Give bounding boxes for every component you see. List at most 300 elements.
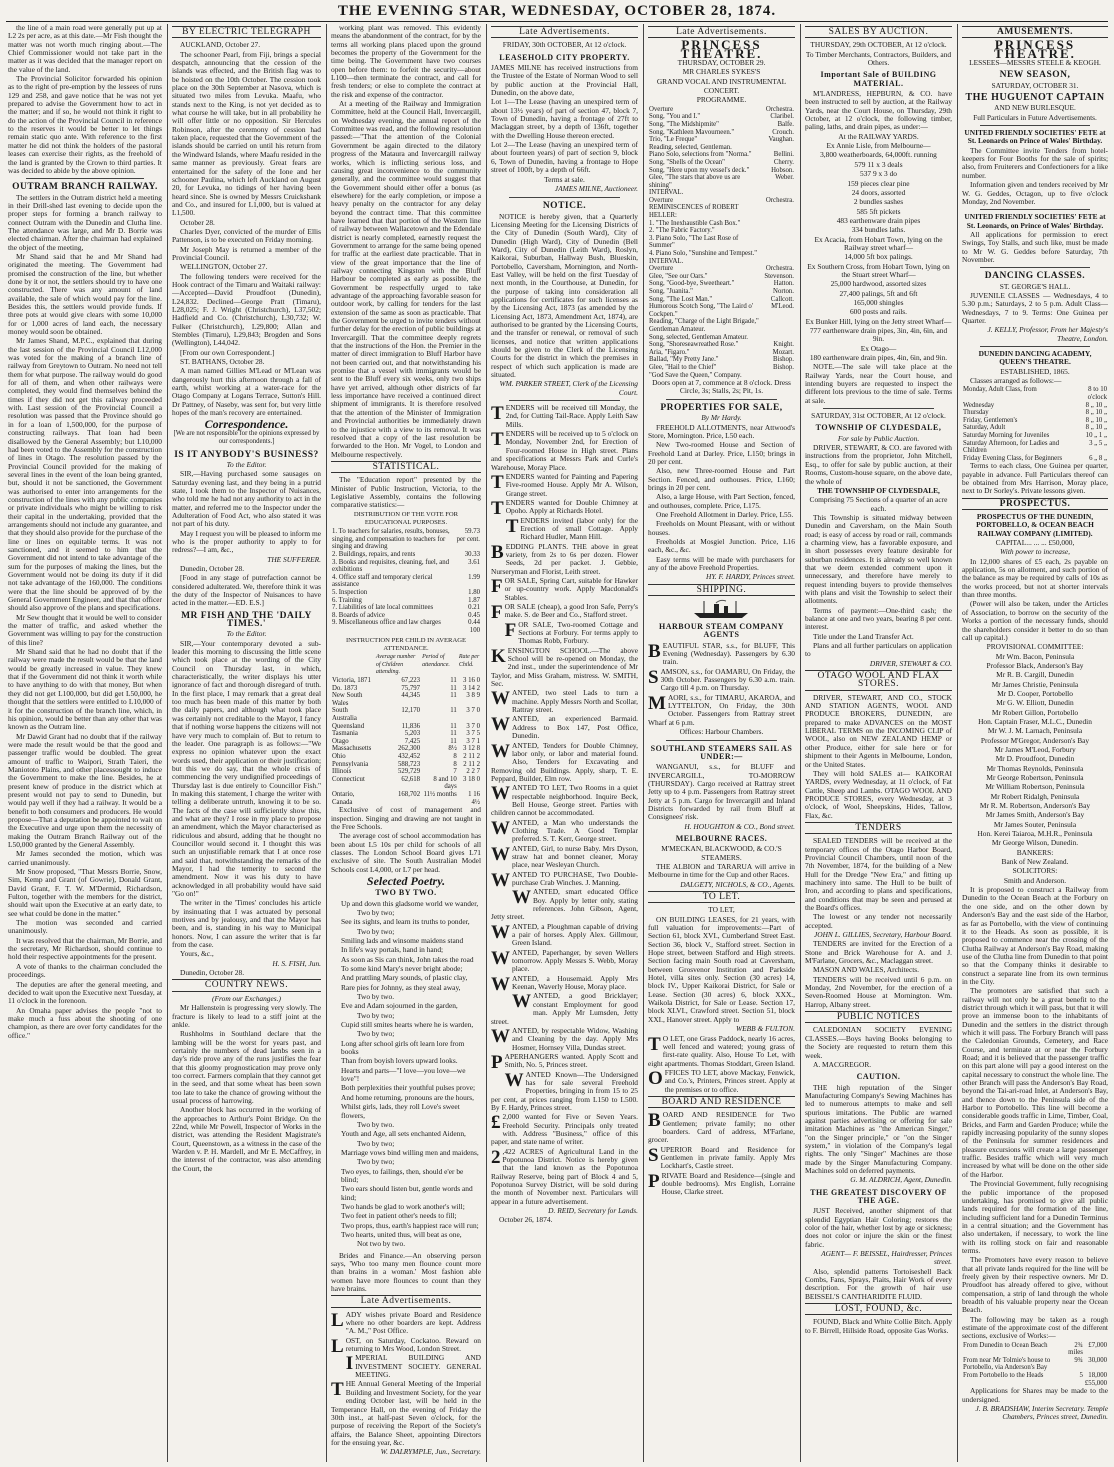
programme-row — [648, 235, 795, 250]
table-cell: 2. Buildings, repairs, and rents — [332, 551, 416, 559]
late-ads — [331, 1311, 481, 1448]
table-cell: 4. Piano Solo, "Sunshine and Tempest." — [649, 250, 758, 258]
section-subheading: (From our Exchanges.) — [212, 993, 281, 1003]
table-cell: 1.87 — [468, 596, 480, 604]
table-cell: Bishop. — [773, 356, 794, 364]
table-cell: South Australia — [332, 707, 357, 723]
table-cell: 11 — [450, 730, 457, 738]
programme-row — [648, 121, 795, 129]
committee-member: Mr Robert Ridalgh, Peninsula — [990, 791, 1080, 801]
ad-text: EAUTIFUL STAR, s.s., for BLUFF, This Evening (Wednesday). Passengers by 6.30 train. — [662, 640, 795, 667]
table-cell: Song, "Shells of the Ocean" — [649, 158, 725, 166]
section-heading: Late Advertisements. — [491, 26, 638, 38]
poem-line: And prattling Mary sounds, of plastic clay, — [341, 973, 468, 983]
programme-row — [648, 364, 795, 372]
drop-cap: T — [491, 471, 504, 493]
ad-signature: JOHN L. GILLIES, Secretary, Harbour Board. — [813, 930, 952, 940]
ad-text: ANTED, by respectable Widow, Washing and Cleaning by the day. Apply Mrs Hosmer, Hornsey Villa, Dundas street. — [512, 1025, 638, 1052]
table-cell: 4. Office staff and temporary clerical assistance — [332, 573, 433, 589]
property-list — [648, 424, 795, 573]
play-title: THE HUGUENOT CAPTAIN — [965, 92, 1105, 104]
editorial-note: [Food in any stage of putrefaction cannot be considered adulterated. We, therefore think it was the duty of the Inspector of Nuisances to have acted in the matter.—ED. E.S.] — [172, 573, 321, 608]
ad-body: All applications for permission to erect Swings, Toy Stalls, and such like, must be made to Mr W. G. Geddes before Saturday, 7th November. — [962, 229, 1108, 264]
table-cell: Friday, Gentlemen's — [963, 416, 1018, 424]
drop-cap: W — [512, 991, 531, 1013]
classified-ad — [331, 1380, 481, 1447]
drop-cap: K — [491, 645, 506, 667]
table-header: Period of attendance. — [422, 654, 450, 668]
ad-text: ENDERS invited (labor only) for the Erection of small Cottage. Apply Richard Hudler, Mann Hill. — [520, 515, 638, 542]
drop-cap: B — [648, 1110, 661, 1132]
table-cell: INTERVAL. — [649, 189, 684, 197]
ad-title: UNITED FRIENDLY SOCIETIES' FETE at St. Leonards on Prince of Wales' Birthday. — [964, 128, 1106, 146]
poem-line: Two hands be glad to work another's will; — [341, 1201, 465, 1211]
table-cell: 8 „ 10 „ — [1085, 424, 1107, 432]
drop-cap: F — [504, 619, 517, 641]
drop-cap: B — [491, 541, 504, 563]
ad-text: FFICES TO LET, above Mackay, Fenwick, and Co.'s, Printers, Princes street. Apply at the premises or to office. — [664, 1067, 795, 1094]
sale-item: 165,000 shingles — [853, 297, 904, 307]
committee-member: Mr Thomas Reynolds, Peninsula — [986, 763, 1084, 773]
committee-member: Mr James Souter, Peninsula — [993, 819, 1077, 829]
schedule-row — [962, 440, 1108, 455]
sale-item: Ex Annie Lisle, from Melbourne— — [826, 141, 931, 151]
table-cell: Humorous Scotch Song, "The Laird o' Cockpen." — [649, 303, 754, 318]
table-cell: Reading, "Charge of the Light Brigade," Gentleman Amateur. — [649, 318, 759, 333]
ad-text: ANTED, two steel Lads to turn a machine. Apply Messrs North and Scollar, Rattray street. — [512, 688, 638, 715]
classified-ad — [491, 888, 638, 921]
masthead: THE EVENING STAR, WEDNESDAY, OCTOBER 28, 1874. — [337, 3, 777, 19]
concert-subtitle-line: MR CHARLES SYKES'S — [682, 67, 761, 77]
ad-text: OST, on Saturday, Cockatoo. Reward on returning to Mrs Wood, London Street. — [345, 1335, 481, 1354]
prospectus-power: With power to increase, — [1000, 547, 1070, 557]
ad-text: ANTED, Girl, to nurse Baby. Mrs Dyson, straw hat and bonnet cleaner, Moray place, near Wesleyan Church. — [512, 843, 638, 870]
ad-body: DRIVER, STEWART, AND CO., STOCK AND STATION AGENTS, WOOL AND PRODUCE BROKERS, DUNEDIN, are prepared to make ADVANCES on the MOST LIBERAL TERMS on the INCOMING CLIP of WOOL, also on NEW ZEALAND HEMP or other Produce, either for sale here or for shipment to their Agents in Melbourne, London, or the United States. — [805, 692, 952, 769]
article-paragraph: The motion was seconded and carried unanimously. — [8, 918, 162, 936]
ad-signature: DRIVER, STEWART & CO. — [869, 658, 952, 668]
table-cell: Bishop. — [773, 363, 794, 371]
ad-text: OR SALE, Two-roomed Cottage and Sections at Forbury. For terms apply to Thomas Robb, Forbury. — [518, 619, 638, 646]
ad-text: ENDERS will be received till Monday, the 2nd, for Cutting Tail-Race. Apply Leith Saw Mills. — [505, 403, 638, 429]
committee-member: Mr W. J. M. Larnach, Peninsula — [987, 726, 1083, 736]
article-paragraph: It was resolved that the chairman, Mr Borrie, and the secretary, Mr Richardson, should continue to hold their respective appointments for the present. — [8, 935, 162, 962]
table-cell: 529,729 — [398, 768, 421, 776]
column-7 — [962, 24, 1108, 1462]
table-title: DISTRIBUTION OF THE VOTE FOR EDUCATIONAL PURPOSES. — [353, 510, 459, 526]
sale-paragraph: Title under the Land Transfer Act. — [813, 631, 914, 641]
ad-text: ANTED TO PURCHASE, Two Double-purchase Crab Winches. J. Manning. — [512, 869, 638, 887]
steamship-icon — [690, 599, 754, 619]
committee-member: Mr R. M. Robertson, Anderson's Bay — [979, 801, 1091, 811]
classified-ad — [491, 973, 638, 995]
table-cell — [763, 235, 795, 250]
table-cell — [331, 627, 455, 635]
sale-paragraph: Plans and all further particulars on application to — [805, 641, 952, 659]
auction-lot: Lot 2—The Lease (having an unexpired term of about fourteen years) of part of section 9, block 6, Town of Dunedin, having a frontage to Hope street of 100ft, by a depth of 66ft. — [491, 140, 638, 175]
classified-ad — [491, 1113, 638, 1146]
table-cell: 2. "The Fabric Factory." — [649, 227, 715, 235]
table-cell: Piano Solo, selections from "Norma." — [649, 151, 752, 159]
sale-item: Ex Bunker Hill, lying on the Jetty street Wharf— — [805, 316, 952, 326]
drop-cap: L — [331, 1309, 344, 1331]
article-paragraph: A vote of thanks to the chairman concluded the proceedings. — [8, 961, 162, 980]
table-cell: Friday Evening Class, for Beginners — [963, 454, 1063, 462]
column-1 — [8, 24, 162, 1462]
ad-text: OARD AND RESIDENCE for Two Gentlemen; private family; no other boarders. Card of address, M'Farlane, grocer. — [648, 1110, 795, 1145]
table-cell: Ohio — [332, 753, 346, 760]
table-cell: 5. Inspection — [332, 589, 368, 597]
table-cell: Song, "Kathleen Mavourneen." — [649, 128, 735, 136]
divider — [26, 178, 144, 179]
prospectus-body — [962, 886, 1108, 1341]
sale-item: 483 earthenware drain pipes — [836, 215, 921, 225]
table-header: Average number of Children attending. — [375, 654, 416, 676]
table-cell: Hatton. — [773, 280, 794, 288]
ad-signature: W. DALRYMPLE, Jun., Secretary. — [380, 1447, 481, 1457]
table-cell: Claribel. — [770, 113, 794, 121]
drop-cap: L — [331, 1335, 344, 1357]
programme-row — [648, 220, 795, 228]
classified-ad — [491, 742, 638, 784]
table-cell: Song, "The Lost Man." — [649, 295, 713, 303]
shipping-office: Offices: Harbour Chambers. — [679, 727, 764, 737]
drop-cap: M — [648, 692, 666, 714]
drop-cap: W — [491, 1025, 510, 1047]
committee-member: Mr George Robertson, Peninsula — [986, 773, 1084, 782]
table-row — [331, 627, 481, 635]
column-3 — [331, 24, 481, 1462]
drop-cap: W — [491, 973, 510, 995]
column-5 — [648, 24, 795, 1462]
table-cell: 3 12 8 — [463, 745, 480, 753]
poem-line: As soon as Sis can think, John takes the road — [341, 954, 474, 964]
property-item: Easy terms will be made with purchasers for any of the above Freehold Properties. — [648, 554, 795, 572]
letter-paragraph: May I request you will be pleased to inform me who is the proper authority to apply to for redress?—I am, &c., — [172, 528, 321, 555]
telegraph-item: [From our own Correspondent.] — [180, 347, 275, 357]
lot-list — [491, 98, 638, 174]
table-cell: 5,203 — [404, 730, 421, 738]
table-cell: 168,702 — [398, 790, 421, 798]
classified-ad — [648, 1172, 795, 1197]
classified-ad — [648, 1111, 795, 1144]
divider — [666, 740, 777, 741]
letter-paragraph: SIR,—Your contemporary devoted a sub-leader this morning to discussing the little scene which took place at the wording of the City Council on Thursday last, in which, characteristically, the writer displays his utter ignorance of fact and thorough disregard of truth. In the first place, I may remark that a great deal too much has been made of this matter by both the daily papers, and although what took place was certainly not creditable to the Mayor, I fancy that if nothing worse happens the citizens will not have very much to complain of. But to return to the leader. One paragraph is as follows:—"We express no opinion whatever upon the exact words used, their application or their justification; but this we do say, that the whole crisis of commencing the very undignified proceedings of Thursday last is due entirely to Councillor Fish." In making this statement, I charge the writer with telling a deliberate untruth, knowing it to be so. The facts of the case will sufficiently show this, and what are they? I rose in my place to propose an amendment, which the Mayor characterised as ridiculous and absurd, adding that he thought no Councillor would second it. I thought this was such an unjustifiable remark that I at once rose and said that, notwithstanding the remarks of the Mayor, I had the temerity to second the amendment. Now it was his duty to have acknowledged in all probability would have said "Go on!" — [172, 638, 321, 899]
programme-row — [648, 174, 795, 189]
table-cell — [763, 144, 795, 152]
poem-line: Two by two; — [357, 1029, 395, 1039]
table-cell: 30,000 — [1088, 1356, 1107, 1364]
poem-line: In life's way portals, hand in hand; — [341, 945, 444, 955]
classified-ad — [331, 1335, 481, 1357]
drop-cap: T — [505, 515, 519, 537]
prospectus-paragraph: The following may be taken as a rough estimate of the approximate cost of the different sections, exclusive of Works:— — [962, 1314, 1108, 1341]
sale-item: Ex Southern Cross, from Hobart Town, lying on the Stuart street Wharf— — [807, 261, 950, 279]
poem-title: TWO BY TWO. — [375, 888, 437, 898]
classified-ad — [491, 869, 638, 891]
ad-text: ANTED, an experienced Barmaid. Address to Box 147, Post Office, Dunedin. — [512, 714, 638, 741]
solicitors-title: SOLICITORS: — [1012, 866, 1058, 876]
programme-row — [648, 334, 795, 342]
auction-ad — [491, 64, 638, 193]
classified-ad — [491, 473, 638, 498]
news-item: Rushholms in Southland declare that the lambing will be the worst for years past, and certainly the numbers of dead lambs seen in a day's ride prove any of the runs justifies the fear that this gloomy prognostication may prove only too correct. Farmers complain that they cannot get in the seed, and that some wheat has been sown too late to take the chance of growing without the usual process of harrowing. — [172, 1029, 321, 1105]
prospectus-capital: CAPITAL... ... ... £50,000, — [995, 538, 1075, 548]
table-cell: 3. Books and requisites, cleaning, fuel, and exhibitions — [332, 558, 450, 574]
section-heading: THE GREATEST DISCOVERY OF THE AGE. — [810, 1187, 947, 1205]
drop-cap: T — [491, 403, 504, 425]
concert-subtitle-line: GRAND VOCAL AND INSTRUMENTAL — [656, 76, 787, 86]
ad-subtitle: ST. GEORGE'S HALL. — [999, 281, 1071, 291]
table-cell: 8 — [453, 760, 457, 768]
committee-member: Mr D. Cooper, Portobello — [997, 688, 1073, 698]
divider — [980, 346, 1090, 347]
table-row — [331, 551, 481, 559]
ad-text: ENDERS will be received up to 5 o'clock on Monday, November 2nd, for Erection of Four-roomed House in High street. Plans and specifications at Messrs Park and Curle's Warehouse, Moray Place. — [491, 429, 638, 472]
schedule-row — [962, 424, 1108, 432]
table-cell: Thursday — [963, 409, 989, 417]
country-news — [172, 1004, 321, 1173]
committee-member: Mr James Smith, Anderson's Bay — [985, 810, 1085, 820]
column-6 — [805, 24, 952, 1462]
table-row — [331, 619, 481, 627]
property-item: Freeholds at Mosgiel Junction. Price, L16 each, &c., &c. — [648, 536, 795, 555]
table-cell: INTERVAL. — [649, 257, 684, 265]
letter-body — [172, 640, 321, 959]
programme-row — [648, 341, 795, 349]
classified-ad — [491, 647, 638, 689]
classified-ad — [491, 602, 638, 623]
ad-text: AMSON, s.s., for OAMARU, On Friday, the 30th October. Passengers by 6.30 a.m. train. Cargo till 4 p.m. on Thursday. — [660, 666, 795, 693]
table-cell: Balfe. — [777, 120, 794, 128]
sale-item: 3,800 weatherboards, 64,000ft. running — [820, 150, 937, 160]
drop-cap: W — [491, 783, 510, 805]
table-row — [331, 692, 481, 707]
table-cell: Glee, "See our Oars." — [649, 272, 708, 280]
table-cell: 3 7 0 — [466, 707, 480, 715]
table-cell: Song, selected, Gentleman Amateur. — [649, 333, 748, 341]
table-cell: Cherry. — [773, 158, 794, 166]
table-cell: Song, "Good-bye, Sweetheart." — [649, 280, 735, 288]
table-cell: 3.61 — [468, 558, 480, 566]
table-cell — [763, 250, 795, 258]
table-cell: Saturday Afternoon, for Ladies and Children — [963, 439, 1060, 455]
section-heading: DANCING CLASSES. — [984, 271, 1086, 282]
classified-ad — [491, 845, 638, 870]
sale-item: 180 earthenware drain pipes, 4in, 6in, and 9in. — [809, 353, 948, 363]
classified-ad — [491, 1027, 638, 1052]
ad-text: ANTED Known—The Undersigned has for sale several Freehold Properties, bringing in from 15 to 25 per cent, at prices ranging from L150 to L500. By F. Hardy, Princes street. — [491, 1069, 638, 1112]
ad-subtitle: ESTABLISHED, 1865. — [1000, 366, 1070, 376]
sale-paragraph: Terms of payment:—One-third cash; the balance at one and two years, bearing 8 per cent. interest. — [805, 605, 952, 632]
ad-text: ANTED, a Ploughman capable of driving a pair of horses. Apply Alex. Gillmour, Green Island. — [512, 921, 638, 948]
notice-paragraph: CALEDONIAN SOCIETY EVENING CLASSES.—Boys having Books belonging to the Society are requested to return them this week. — [805, 1025, 952, 1060]
poem-line: Two by two. — [357, 992, 395, 1002]
column-rule — [486, 24, 487, 1462]
tender-paragraph: The lowest or any tender not necessarily accepted. — [805, 912, 952, 930]
section-heading: Correspondence. — [204, 417, 289, 432]
letter-body — [172, 470, 321, 554]
table-cell: Orchestra. — [765, 105, 794, 113]
ad-body: FOUND, Black and White Collie Bitch. Apply to F. Birrell, Hillside Road, opposite Gas Works. — [805, 1317, 952, 1335]
article-paragraph: The average cost of school accommodation has been about L5 10s per child for schools of all classes. The London School Board gives L71 exclusive of site. The South Australian Model Schools cost L4,000, or L7 per head. — [331, 831, 481, 874]
classified-ad — [491, 784, 638, 817]
classified-ad — [491, 1148, 638, 1206]
table-row — [331, 768, 481, 776]
section-heading: SALES BY AUCTION. — [805, 26, 952, 38]
table-row — [331, 528, 481, 551]
table-cell: Reading, selected, Gentleman. — [649, 143, 732, 151]
committee-member: Hon. Kerei Taiaroa, M.H.R., Peninsula — [977, 829, 1093, 839]
telegraph-item: Charles Dyer, convicted of the murder of Ellis Pattenson, is to be executed on Friday morning. — [172, 226, 321, 245]
table-cell: Glee, "Hail to the Chief" — [649, 363, 717, 371]
table-cell: Saturday Morning for Juveniles — [963, 431, 1050, 439]
drop-cap: T — [491, 429, 504, 451]
bankers: Bank of New Zealand. — [1001, 857, 1069, 867]
committee-member: Mr Wm. Bacon, Peninsula — [995, 651, 1075, 661]
table-cell: 59.73 per cent. — [456, 528, 480, 543]
shipping-notice: WANGANUI, s.s., for BLUFF and INVERCARGILL, TO-MORROW (THURSDAY). Cargo received at Rattray street Jetty up to 4 p.m. Passengers from Rattray street Jetty at 5 p.m. Cargo for Invercargill and Inland Districts forwarded by rail from Bluff at Consignees' risk. — [648, 762, 795, 822]
table-cell: Massachusetts — [332, 745, 372, 753]
classified-ad — [491, 497, 638, 519]
drop-cap: T — [331, 1379, 344, 1401]
poem-line: Two props, thus, earth's happiest race will run; — [341, 1220, 479, 1230]
committee-member: Professor Black, Anderson's Bay — [986, 660, 1084, 670]
poem-line: Eve and Adam sojourned in the garden, — [341, 1001, 458, 1011]
sale-title: LEASEHOLD CITY PROPERTY. — [499, 52, 630, 62]
table-header-row — [331, 654, 481, 677]
programme-row — [648, 113, 795, 121]
committee-member: Professor M'Gregor, Anderson's Bay — [980, 735, 1090, 745]
ad-text: ANTED, a Man who understands the Clothing Trade. A Good Templar preferred. S. T. Kerr, George street. — [512, 817, 638, 844]
sale-date: SATURDAY, 31st OCTOBER, At 12 o'clock. — [811, 411, 946, 421]
table-cell: Orchestra. — [765, 196, 794, 204]
sale-item: 159 pieces clear pine — [847, 178, 910, 188]
column-rule — [167, 24, 168, 1462]
programme-row — [648, 318, 795, 333]
poem-line: Hearts and parts—"I love—you love—we love"! — [341, 1065, 466, 1084]
ad-text: AORI, s.s., for TIMARU, AKAROA, and LYTTELTON, On Friday, the 30th October. Passengers from Rattray street Wharf at 6 p.m. — [648, 692, 795, 727]
poem-line: Marriage vows bind willing men and maidens, — [341, 1147, 479, 1157]
prospectus-paragraph: The Promoters have every reason to believe that all private lands required for the line will be freely given by their respective owners. Mr D. Proudfoot has already offered to give, without compensation, a strip of land through the whole breadth of his valuable property near the Ocean Beach. — [962, 1255, 1108, 1315]
drop-cap: P — [491, 1051, 503, 1073]
table-cell: £55,000 — [1084, 1379, 1107, 1387]
ad-body: JUST Received, another shipment of that splendid Egyptian Hair Coloring; restores the color of the hair, whether lost by age or sickness; does not color or injure the skin or the finest fabric. — [805, 1206, 952, 1249]
poem-line: Two feet in patient other's needs to fill; — [341, 1211, 457, 1221]
ad-body: The Committee invite Tenders from hotel-keepers for Four Booths for the sale of spirits; also, from Fruiterers and Confectioners for a like number. — [962, 145, 1108, 180]
poem-line: Two eyes, to failings, then, should e'er be blind; — [341, 1166, 464, 1184]
theatre-date: SATURDAY, OCTOBER 31. — [991, 80, 1079, 90]
programme-row — [648, 303, 795, 318]
tenders — [805, 837, 952, 930]
section-heading: OUTRAM BRANCH RAILWAY. — [12, 182, 158, 193]
ad-signature: J. KELLY, Professor, From her Majesty's Theatre, London. — [987, 325, 1108, 343]
table-cell: From Portobello to the Heads — [963, 1372, 1044, 1380]
committee-member: Mr George Wilson, Dunedin. — [991, 838, 1079, 848]
table-cell — [763, 204, 795, 219]
notice-body: NOTICE is hereby given, that a Quarterly Licensing Meeting for the Licensing Districts of the City of Dunedin (South Ward), City of Dunedin (High Ward), City of Dunedin (Bell Ward), City of Dunedin (Leith Ward), Roslyn, Kaikorai, Suburban, Hallway Bush, Blueskin, Portobello, Caversham, Mornington, and North-East Valley, will be held on the first Tuesday of next month, in the Courthouse, at Dunedin, for the purpose of taking into consideration all applications for certificates for such licenses as by the Licensing Act, 1873 (as amended by the Licensing Act, 1873, Amendment Act, 1874), are authorised to be granted by the Licensing Courts, and the transfer or renewal, or removal of such licenses, and notice that written applications should be given to the Clerk of the Licensing Courts for the district in which the premises in respect of which such application is made are situated. — [491, 211, 638, 380]
drop-cap: W — [491, 843, 510, 865]
board-ads — [648, 1111, 795, 1196]
table-cell: Knight. — [773, 341, 794, 349]
section-heading: Late Advertisements. — [331, 1295, 481, 1307]
drop-cap: W — [491, 688, 510, 710]
sale-item: Ex Otago— — [860, 343, 897, 353]
class-schedule — [962, 386, 1108, 462]
table-cell: 3 „ 5 „ — [1089, 439, 1107, 447]
column-rule — [643, 24, 644, 1462]
poem-line: Two by two; — [357, 1010, 395, 1020]
ad-body: JAMES MILNE has received instructions from the Trustee of the Estate of Norman Wood to sell by public auction at the Provincial Hall, Dunedin, on the above date, — [491, 63, 638, 98]
table-cell: 6 „ 8 „ — [1089, 454, 1107, 462]
poem-line: To some kind Mary's never bright abode; — [341, 964, 463, 973]
prospectus-text — [962, 558, 1108, 642]
prospectus-paragraph: (Power will also be taken, under the Articles of Association, to borrow on the security of the Works a portion of the necessary funds, should the shareholders consider it better to do so than call up capital.) — [962, 599, 1108, 642]
cost-row — [962, 1357, 1108, 1372]
statistics-outro — [331, 806, 481, 874]
ad-text: OR SALE (cheap), a good Iron Safe, Perry's make. S. de Beer and Co., Stafford street. — [504, 602, 638, 620]
table-cell: 100 — [469, 627, 480, 634]
drop-cap: T — [491, 497, 504, 519]
drop-cap: I — [345, 1353, 354, 1375]
committee-member: Hon. Captain Fraser, M.L.C., Dunedin — [978, 716, 1092, 726]
article-paragraph: The Provincial Solicitor forwarded his opinion as to the right of pre-emption by the lessees of runs 129 and 258, and gave notice that he was not yet prepared to advise the Government how to act in the matter; and if so, he would not think it right to do the action of the Provincial Council in reference to the reserves it would be better to let things remain static quo ante. With reference to the first matter he did not think the holders of the pastoral leases can exercise their rights, as the freehold of the land is granted by the Crown to third parties. It was decided to abide by the above opinion. — [8, 74, 162, 175]
sale-items — [805, 133, 952, 363]
table-cell: 11 — [450, 737, 457, 745]
concert-subtitle-line: PROGRAMME. — [696, 95, 747, 105]
ad-title: TO LET, — [708, 905, 735, 915]
poem-line: See its sights, and learn its truths to ponder, — [341, 917, 470, 927]
table-cell: 8 „ 10 „ — [1085, 416, 1107, 424]
poem-line: Two ears should listen but, gentle words and kind; — [341, 1184, 473, 1202]
statistics-intro: The "Education report" presented by the Minister of Public Instruction, Victoria, to the Legislative Assembly, contains the following comparative statistics:— — [331, 475, 481, 510]
ad-body: They will hold SALES at— KAIKORAI YARDS, every Wednesday, at 11 o'clock, of Fat Cattle, Sheep and Lambs. OTAGO WOOL AND PRODUCE STORES, every Wednesday, at 3 o'clock, of Wool, Sheepskins, Hides, Tallow, Flax, &c. — [805, 768, 952, 820]
table-cell: Ballad, "My Pretty Jane." — [649, 356, 719, 364]
solicitors: Smith and Anderson. — [1003, 875, 1067, 885]
table-cell: 2 11 2 — [463, 753, 480, 760]
classified-ad — [491, 992, 638, 1025]
programme-row — [648, 258, 795, 266]
table-cell: 62,618 — [401, 775, 421, 783]
programme-row — [648, 159, 795, 167]
property-item: New Two-roomed House and Section of Freehold Land at Darley. Price, L150; brings in 20 per cent. — [648, 440, 795, 466]
ad-signature: H. HOUGHTON & CO., Bond street. — [684, 821, 795, 831]
concert-programme — [648, 106, 795, 379]
ad-text: ENSINGTON SCHOOL.—The above School will be re-opened on Monday, the 2nd inst., under the superintendence of Mr Taylor, and Miss Graham, mistress. W. SMITH, Sec. — [491, 645, 638, 689]
continued-article — [331, 24, 481, 459]
sale-subtitle: For sale by Public Auction. — [837, 433, 920, 443]
table-cell: Tasmania — [332, 730, 358, 738]
sale-item: 14,000 5ft box palings. — [844, 252, 913, 262]
theatre-title: PRINCESS THEATRE. — [680, 37, 763, 61]
play-subtitle: AND NEW BURLESQUE. — [994, 103, 1076, 113]
property-item: FREEHOLD ALLOTMENTS, near Attwood's Store, Mornington. Price, L50 each. — [648, 422, 795, 440]
programme-row — [648, 356, 795, 364]
tender-paragraph: TENDERS will be received until 6 p.m. on Monday, 2nd November, for the erection of a Seven-Roomed House at Mornington. Wm. Harrop, Albany street. — [805, 974, 952, 1009]
ad-text: EDDING PLANTS. THE above in great variety, from 2s to 6s per dozen. Flower Seeds, 2d per packet. J. Gebbie, Nurseryman and Florist, Leith street. — [491, 541, 638, 576]
table-cell: 11 — [450, 707, 457, 715]
article-paragraph: At a meeting of the Railway and Immigration Committee, held at the Council Hall, Invercargill, on Wednesday evening, the annual report of the Committee was read, and the following resolution passed:—"That the attention of the Colonial Government be again directed to the dilatory progress of the Mataura and Invercargill railway works, which is inflicting serious loss, and causing great inconvenience to the community generally, and the committee would suggest that the Government should either offer a bonus (as elsewhere) for the early completion, or impose a heavy penalty on the contractor for any delay beyond the contract time. That this committee have learned that that portion of the Western line of railway between Wallacetown and the Edendale district is nearly completed, earnestly request the Government to arrange for the same being opened for traffic at the earliest date practicable. That in view of the great importance that the line of railway connecting Kingston with the Bluff Harbour be completed as early as possible, the Government be respectfully urged to take advantage of the approaching favorable season for outdoor work, by calling for tenders for the last extension of the same as soon as practicable. That the Government be urged to invite tenders without further delay for the erection of public buildings at Invercargill. That the committee deeply regrets that the instructions of the Hon. the Premier in the matter of direct immigration to Bluff Harbor have not been carried out, and that notwithstanding his promise that a vessel with immigrants would be sent to the Bluff every six weeks, only two ships have yet arrived, although other districts of far less importance have received a continued direct shipment of immigrants. It is therefore resolved that the attention of the Minister of Immigration and Provincial authorities be immediately drawn to the injustice with a view to its removal. It was resolved that a copy of the last resolution be forwarded to the Hon. Mr Vogel, to London and Melbourne respectively. — [331, 99, 481, 459]
sale-item: 777 earthenware drain pipes, 3in, 4in, 6in, and 9in. — [809, 326, 948, 344]
article-paragraph: Mr James Shand, M.P.C., explained that during the last session of the Provincial Council L12,000 was voted for the making of a branch line of railway from Greytown to Outram. No need not tell them for what purpose. The railway would do good for all of them, and when other railways were completed, they would find themselves behind the times if they did not get this railway proceeded with. Last session of the Provincial Council a resolution was passed that the Province should go in for a loan of 1,500,000, for the purpose of constructing railways. That loan had been disallowed by the General Assembly; but L10,000 had been voted to the Assembly for the construction of lines in Otago. The resolution passed by the Provincial Council provided for the making of several lines in the event of the loan being granted, but, should it not be sanctioned, the Government was authorised to enter into arrangements for the construction of the lines with any public companies or private individuals who might be willing to risk their capital in the undertaking, provided that the arrangements should not include any guarantee, and that they should also provide for the purchase of the line or lines on equitable terms. It was not sanctioned, and it seemed to him that the Government did not intend to take advantage of the sum for the purposes of making the lines, but the Government would not be doing its duty if it did not take advantage of the 160,000. The conditions were that the line should be approved of by the General Government Engineer, and that that officer should also approve of the plans and specifications. — [8, 336, 162, 613]
committee-member: Mr Robert Gillon, Portobello — [991, 707, 1079, 717]
table-cell: Song, "Shoreseawreathed Rose." — [649, 341, 739, 349]
theatre-season: NEW SEASON, — [999, 70, 1071, 81]
ad-signature: D. REID, Secretary for Lands. — [548, 1206, 638, 1216]
section-heading: Late Advertisements. — [648, 26, 795, 38]
letter-title: MR FISH AND THE 'DAILY TIMES.' — [181, 610, 312, 630]
poem-line: Whilst girls, lads, they roll Love's sweet flowers, — [341, 1102, 460, 1120]
column-4 — [491, 24, 638, 1462]
